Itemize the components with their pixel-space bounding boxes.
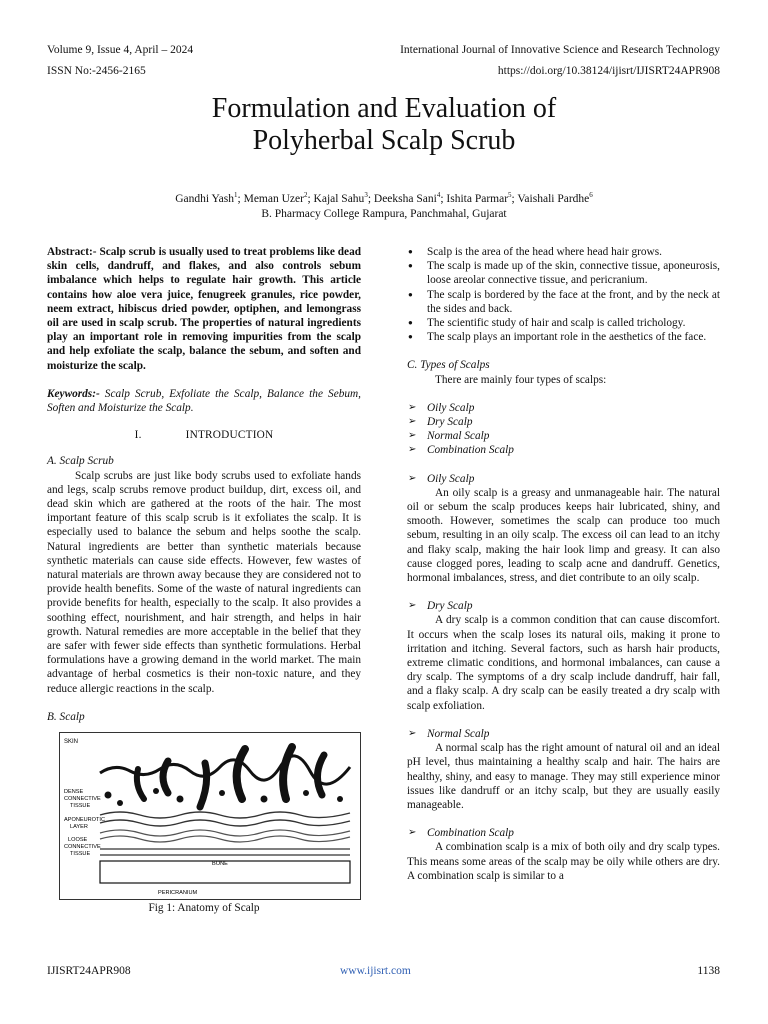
figure-caption: Fig 1: Anatomy of Scalp <box>148 902 260 915</box>
author: Ishita Parmar <box>446 192 509 205</box>
label-loose: CONNECTIVE <box>64 844 101 851</box>
label-aponeurotic: LAYER <box>70 824 88 831</box>
label-dense: DENSE <box>64 789 84 796</box>
scalp-anatomy-figure <box>59 732 361 900</box>
issn: ISSN No:-2456-2165 <box>47 65 146 77</box>
tissue-dot <box>177 796 184 803</box>
label-loose: TISSUE <box>70 851 91 858</box>
paragraph-normal-scalp: A normal scalp has the right amount of natural oil and an ideal pH level, thus maintaining a healthy scalp and hair. The hairs are healthy, shiny, and easy to manage. They may still experience minor issues like dandruff or an itchy scalp, but they are usually easily manageable. <box>407 742 720 811</box>
hair-follicle <box>237 749 245 799</box>
tissue-dot <box>261 796 268 803</box>
paragraph-combination-scalp: A combination scalp is a mix of both oily and dry scalp types. This means some areas of the scalp may be oily while others are dry. A combination scalp is similar to a <box>407 841 720 882</box>
author: Vaishali Pardhe <box>517 192 590 205</box>
list-item: ➢ Dry Scalp <box>427 415 720 429</box>
author-list: Gandhi Yash$^1$; Meman Uzer$^2$; Kajal Sahu$^3$; Deeksha Sani$^4$; Ishita Parmar$^5$; Vaishali Pardhe$^6$ <box>175 191 593 205</box>
tissue-dot <box>153 788 159 794</box>
label-skin: SKIN <box>64 739 79 746</box>
right-column <box>407 245 720 883</box>
author-sup: 3 <box>364 191 368 199</box>
author: Meman Uzer <box>243 192 304 205</box>
list-item: ● The scalp plays an important role in the aesthetics of the face. <box>427 330 720 344</box>
author: Gandhi Yash <box>175 192 235 205</box>
label-bone: BONE <box>212 861 228 868</box>
author-sup: 6 <box>589 191 593 199</box>
keywords-text: Scalp Scrub, Exfoliate the Scalp, Balance the Sebum, Soften and Moisturize the Scalp. <box>47 387 361 415</box>
label-loose: LOOSE <box>68 837 88 844</box>
list-item: ● The scalp is bordered by the face at the front, and by the neck at the sides and back. <box>427 288 720 316</box>
label-pericranium: PERICRANIUM <box>158 890 198 897</box>
footer-article-id: IJISRT24APR908 <box>47 965 131 977</box>
author: Kajal Sahu <box>313 192 365 205</box>
scalp-types-list <box>407 401 720 458</box>
tissue-dot <box>117 800 123 806</box>
author-sup: 5 <box>508 191 512 199</box>
tissue-dot <box>303 790 309 796</box>
keywords-label: Keywords:- <box>47 387 100 400</box>
doi-link[interactable]: https://doi.org/10.38124/ijisrt/IJISRT24APR908 <box>497 65 720 77</box>
author: Deeksha Sani <box>373 192 437 205</box>
intro-paragraph: Scalp scrubs are just like body scrubs used to exfoliate hands and legs, scalp scrubs remove product buildup, dirt, excess oil, and dead skin which are gathered at the roots of the hair. The most important feature of this scalp scrub is it exfoliates the scalp. It is especially used to balance the sebum and helps soothe the scalp. Natural ingredients are better than synthetic materials because synthetic materials can cause side effects. However, few wastes of natural materials are thrown away because they are considered not to provide health benefits. Some of the waste of natural ingredients can provide benefits for health, especially to the scalp. It also provides a soothing effect, nourishment, and hair strength, and helps in hair growth. Natural remedies are more acceptable in the belief that they are safer with fewer side effects than synthetic formulations. Herbal formulations have a growing demand in the world market. The main advantage of herbal cosmetics is their non-toxic nature, and they reduce allergic reactions in the scalp. <box>47 469 361 695</box>
subsection-scalp: B. Scalp <box>47 710 85 723</box>
heading-oily-scalp: ➢ Oily Scalp <box>407 472 720 486</box>
section-heading-introduction <box>47 428 361 442</box>
title-line-2: Polyherbal Scalp Scrub <box>252 125 516 156</box>
hair-follicle <box>200 763 207 807</box>
list-item: ➢ Combination Scalp <box>427 443 720 457</box>
author-sup: 1 <box>234 191 238 199</box>
label-dense: CONNECTIVE <box>64 796 101 803</box>
tissue-dot <box>219 790 225 796</box>
affiliation: B. Pharmacy College Rampura, Panchmahal, Gujarat <box>261 207 507 220</box>
author-sup: 2 <box>303 191 308 199</box>
heading-dry-scalp: ➢ Dry Scalp <box>407 599 720 613</box>
paper-title <box>0 93 768 157</box>
page-number: 1138 <box>697 965 720 977</box>
tissue-dot <box>105 792 112 799</box>
types-intro: There are mainly four types of scalps: <box>435 373 607 386</box>
title-line-1: Formulation and Evaluation of <box>211 93 557 124</box>
tissue-dot <box>337 796 343 802</box>
abstract: Abstract:- Scalp scrub is usually used to treat problems like dead skin cells, dandruff, and flakes, and also controls sebum imbalance which helps to regulate hair growth. This article contains how aloe vera juice, fenugreek granules, rice powder, neem extract, hibiscus dried powder, optiphen, and lemongrass oil are used in scalp scrub. The properties of natural ingredients play an important role in removing impurities from the scalp and help exfoliate the scalp, balance the sebum, and soften and moisturize the scalp. <box>47 246 361 372</box>
list-item: ➢ Normal Scalp <box>427 429 720 443</box>
journal-name: International Journal of Innovative Science and Research Technology <box>400 44 720 56</box>
section-title: INTRODUCTION <box>185 429 274 442</box>
footer-website-link[interactable]: www.ijisrt.com <box>340 965 411 977</box>
hair-follicle <box>317 755 324 795</box>
scalp-facts-list <box>407 245 720 344</box>
scalp-anatomy-diagram <box>60 733 360 899</box>
heading-normal-scalp: ➢ Normal Scalp <box>407 727 720 741</box>
label-aponeurotic: APONEUROTIC <box>64 817 106 824</box>
list-item: ● The scalp is made up of the skin, connective tissue, aponeurosis, loose areolar connective tissue, and pericranium. <box>427 259 720 287</box>
subsection-types-of-scalps: C. Types of Scalps <box>407 359 490 372</box>
left-column <box>47 245 361 915</box>
section-number: I. <box>134 429 142 442</box>
hair-follicle <box>163 761 168 793</box>
subsection-scalp-scrub: A. Scalp Scrub <box>47 455 114 468</box>
list-item: ● The scientific study of hair and scalp is called trichology. <box>427 316 720 330</box>
author-block <box>0 188 768 222</box>
author-sup: 4 <box>436 191 441 199</box>
paragraph-oily-scalp: An oily scalp is a greasy and unmanageable hair. The natural oil or sebum the scalp produces keeps hair lubricated, shiny, and smooth. However, sometimes the scalp can produce too much sebum, resulting in an oily scalp. The excess oil can lead to an itchy and flaky scalp, making the hair look limp and greasy. It can also cause clogged pores, leading to scalp acne and dandruff. Genetics, hormonal imbalances, stress, and diet contribute to an oily scalp. <box>407 486 720 585</box>
list-item: ➢ Oily Scalp <box>427 401 720 415</box>
list-item: ● Scalp is the area of the head where head hair grows. <box>427 245 720 259</box>
paragraph-dry-scalp: A dry scalp is a common condition that can cause discomfort. It occurs when the scalp loses its natural oils, making it prone to irritation and itching. Several factors, such as harsh hair products, extreme climatic conditions, and hormonal imbalances, can cause a dry scalp. The symptoms of a dry scalp include dandruff, hair fall, and a flaky scalp. A dry scalp can be easily treated a dry scalp with scalp exfoliation. <box>407 614 720 712</box>
hair-follicle <box>283 747 292 799</box>
heading-combination-scalp: ➢ Combination Scalp <box>407 826 720 840</box>
volume-info: Volume 9, Issue 4, April – 2024 <box>47 44 194 56</box>
keywords <box>47 387 361 415</box>
label-dense: TISSUE <box>70 803 91 810</box>
